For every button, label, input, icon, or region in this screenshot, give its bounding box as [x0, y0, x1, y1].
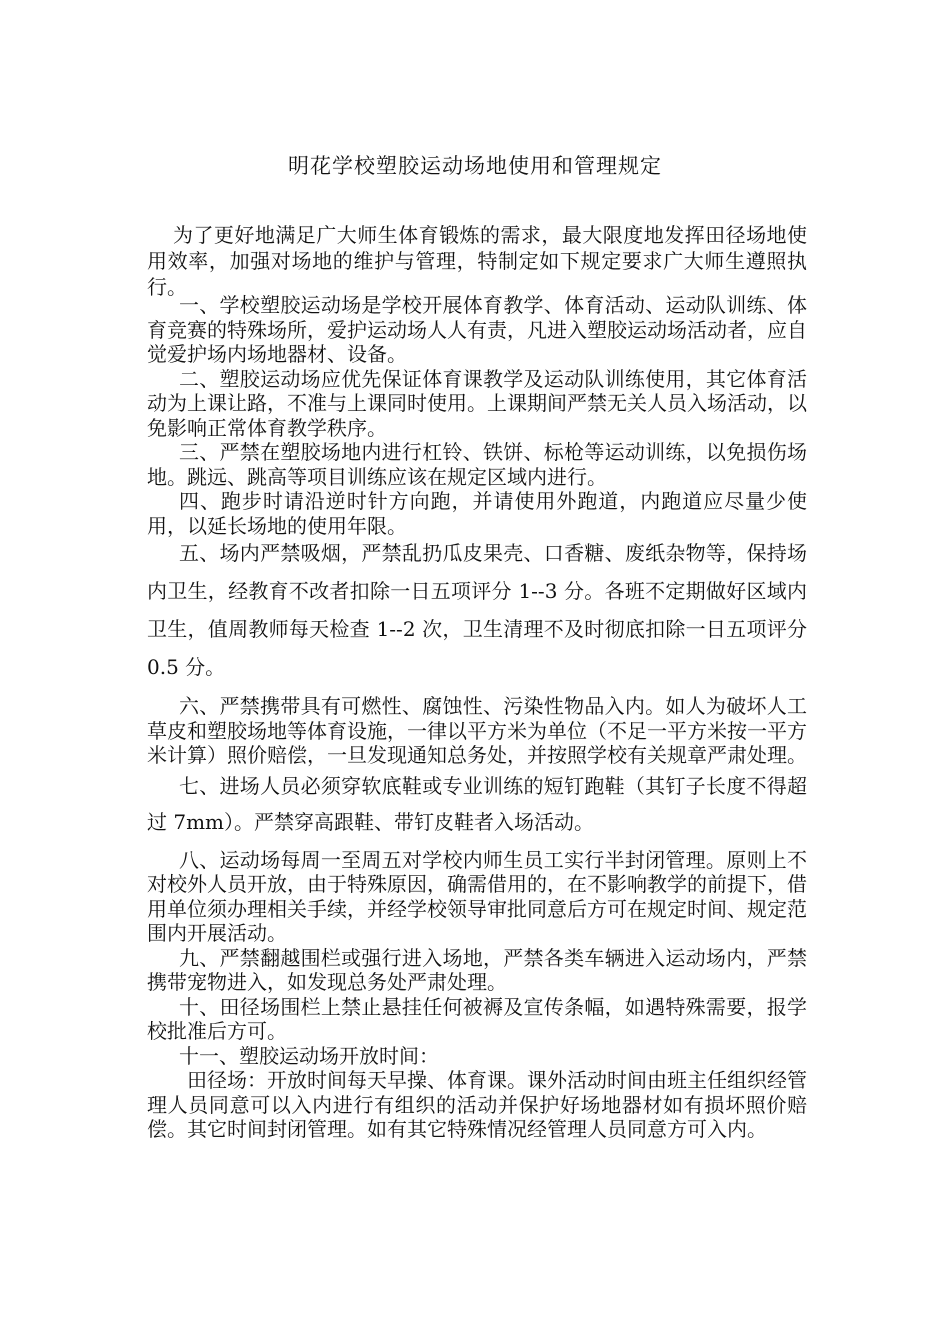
- rule-11-detail: 田径场：开放时间每天早操、体育课。课外活动时间由班主任组织经管理人员同意可以入内进行有组织的活动并保护好场地器材如有损坏照价赔偿。其它时间封闭管理。如有其它特殊情况经管理人员同意方可入内。: [147, 1068, 807, 1141]
- rule-6: 六、严禁携带具有可燃性、腐蚀性、污染性物品入内。如人为破坏人工草皮和塑胶场地等体育设施，一律以平方米为单位（不足一平方米按一平方米计算）照价赔偿，一旦发现通知总务处，并按照学校有关规章严肃处理。: [147, 694, 807, 767]
- rule-4: 四、跑步时请沿逆时针方向跑，并请使用外跑道，内跑道应尽量少使用，以延长场地的使用年限。: [147, 489, 807, 538]
- document-title: 明花学校塑胶运动场地使用和管理规定: [288, 154, 662, 178]
- rule-10: 十、田径场围栏上禁止悬挂任何被褥及宣传条幅，如遇特殊需要，报学校批准后方可。: [147, 994, 807, 1043]
- rule-1: 一、学校塑胶运动场是学校开展体育教学、体育活动、运动队训练、体育竞赛的特殊场所，爱护运动场人人有责，凡进入塑胶运动场活动者，应自觉爱护场内场地器材、设备。: [147, 293, 807, 366]
- rule-2: 二、塑胶运动场应优先保证体育课教学及运动队训练使用，其它体育活动为上课让路，不准与上课同时使用。上课期间严禁无关人员入场活动，以免影响正常体育教学秩序。: [147, 366, 807, 440]
- rule-3: 三、严禁在塑胶场地内进行杠铃、铁饼、标枪等运动训练，以免损伤场地。跳远、跳高等项目训练应该在规定区域内进行。: [147, 440, 807, 489]
- rules-list: [147, 293, 807, 1142]
- intro-paragraph: 为了更好地满足广大师生体育锻炼的需求，最大限度地发挥田径场地使用效率，加强对场地的维护与管理，特制定如下规定要求广大师生遵照执行。: [147, 223, 807, 299]
- rule-8: 八、运动场每周一至周五对学校内师生员工实行半封闭管理。原则上不对校外人员开放，由于特殊原因，确需借用的，在不影响教学的前提下，借用单位须办理相关手续，并经学校领导审批同意后方可在规定时间、规定范围内开展活动。: [147, 847, 807, 945]
- rule-7: 七、进场人员必须穿软底鞋或专业训练的短钉跑鞋（其钉子长度不得超过 7mm）。严禁穿高跟鞋、带钉皮鞋者入场活动。: [147, 773, 807, 834]
- rule-9: 九、严禁翻越围栏或强行进入场地，严禁各类车辆进入运动场内，严禁携带宠物进入，如发现总务处严肃处理。: [147, 945, 807, 994]
- rule-11: 十一、塑胶运动场开放时间：: [179, 1043, 439, 1068]
- rule-5: 五、场内严禁吸烟，严禁乱扔瓜皮果壳、口香糖、废纸杂物等，保持场内卫生，经教育不改者扣除一日五项评分 1--3 分。各班不定期做好区域内卫生，值周教师每天检查 1--2 次，卫生清理不及时彻底扣除一日五项评分 0.5 分。: [147, 541, 807, 679]
